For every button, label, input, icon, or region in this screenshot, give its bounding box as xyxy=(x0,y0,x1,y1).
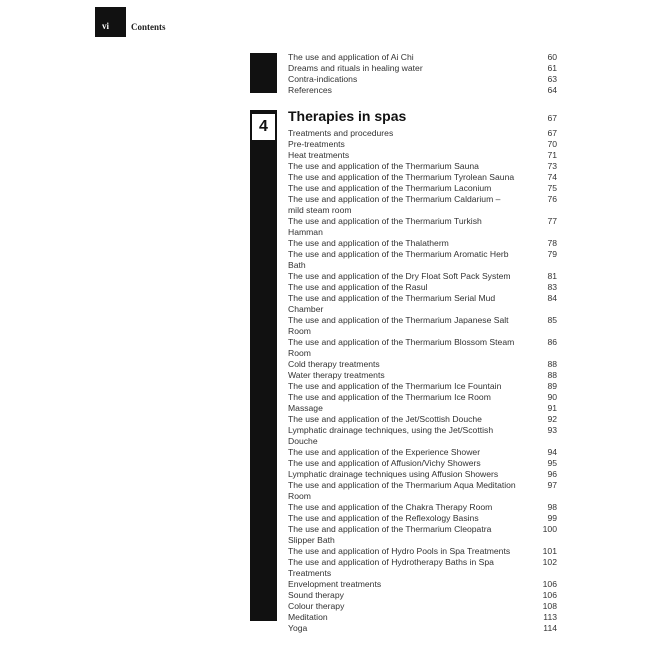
toc-entry-page: 98 xyxy=(547,502,557,512)
toc-entry[interactable] xyxy=(288,392,557,403)
chapter-title[interactable]: Therapies in spas xyxy=(288,108,407,124)
toc-entry-title: The use and application of the Reflexology Basins xyxy=(288,513,479,523)
toc-entry-title: Lymphatic drainage techniques using Affusion Showers xyxy=(288,469,499,479)
toc-entry-title: Massage xyxy=(288,403,323,413)
toc-entry-page: 90 xyxy=(547,392,557,402)
toc-entry-page: 70 xyxy=(547,139,557,149)
toc-entry[interactable] xyxy=(288,293,557,315)
toc-entry-page: 106 xyxy=(542,590,557,600)
toc-entry-page: 60 xyxy=(547,52,557,62)
toc-entry-page: 91 xyxy=(547,403,557,413)
toc-entry[interactable] xyxy=(288,63,557,74)
toc-entry-page: 74 xyxy=(547,172,557,182)
toc-entry-title: The use and application of the Thalatherm xyxy=(288,238,449,248)
chapter-number: 4 xyxy=(252,114,275,140)
toc-entry[interactable] xyxy=(288,381,557,392)
toc-entry-page: 83 xyxy=(547,282,557,292)
toc-entry[interactable] xyxy=(288,139,557,150)
toc-entry-page: 88 xyxy=(547,359,557,369)
toc-entry[interactable] xyxy=(288,502,557,513)
toc-entry-page: 93 xyxy=(547,425,557,435)
chapter-side-bar-top xyxy=(250,53,277,93)
toc-entry-title: The use and application of the Thermarium Cleopatra Slipper Bath xyxy=(288,524,492,545)
toc-entry-title: Heat treatments xyxy=(288,150,350,160)
toc-entry-title: Colour therapy xyxy=(288,601,345,611)
toc-entry-page: 73 xyxy=(547,161,557,171)
toc-entry-page: 96 xyxy=(547,469,557,479)
toc-entry-page: 101 xyxy=(542,546,557,556)
toc-entry[interactable] xyxy=(288,216,557,238)
toc-entry-title: The use and application of the Chakra Therapy Room xyxy=(288,502,493,512)
toc-entry[interactable] xyxy=(288,425,557,447)
running-head: Contents xyxy=(131,22,166,32)
toc-entry-title: The use and application of Hydro Pools in Spa Treatments xyxy=(288,546,511,556)
toc-entry[interactable] xyxy=(288,524,557,546)
toc-entry-title: The use and application of the Thermarium Sauna xyxy=(288,161,479,171)
toc-entry[interactable] xyxy=(288,579,557,590)
toc-entry[interactable] xyxy=(288,546,557,557)
toc-entry-title: Pre-treatments xyxy=(288,139,345,149)
toc-entry[interactable] xyxy=(288,74,557,85)
toc-entry-page: 106 xyxy=(542,579,557,589)
toc-entry[interactable] xyxy=(288,590,557,601)
toc-entry-title: The use and application of Hydrotherapy Baths in Spa Treatments xyxy=(288,557,494,578)
toc-entry[interactable] xyxy=(288,249,557,271)
chapter-page: 67 xyxy=(547,113,557,123)
page-number: vi xyxy=(102,21,110,31)
toc-entry-title: The use and application of the Thermarium Aromatic Herb Bath xyxy=(288,249,509,270)
toc-entry-page: 94 xyxy=(547,447,557,457)
toc-entry-title: Yoga xyxy=(288,623,308,633)
toc-entry-page: 92 xyxy=(547,414,557,424)
toc-entry-title: The use and application of the Dry Float Soft Pack System xyxy=(288,271,511,281)
toc-entry-title: The use and application of the Rasul xyxy=(288,282,428,292)
toc-entry-title: Water therapy treatments xyxy=(288,370,385,380)
toc-entry[interactable] xyxy=(288,403,557,414)
toc-entry[interactable] xyxy=(288,612,557,623)
toc-entry-title: The use and application of Affusion/Vichy Showers xyxy=(288,458,481,468)
toc-list-chapter-4 xyxy=(288,128,557,634)
toc-entry[interactable] xyxy=(288,128,557,139)
chapter-side-bar xyxy=(250,110,277,621)
toc-entry-title: Lymphatic drainage techniques, using the Jet/Scottish Douche xyxy=(288,425,494,446)
toc-entry-title: Envelopment treatments xyxy=(288,579,382,589)
toc-entry[interactable] xyxy=(288,601,557,612)
toc-entry-title: The use and application of the Thermarium Aqua Meditation Room xyxy=(288,480,516,501)
toc-entry-page: 61 xyxy=(547,63,557,73)
toc-entry[interactable] xyxy=(288,315,557,337)
toc-entry-title: Contra-indications xyxy=(288,74,358,84)
toc-entry-title: The use and application of the Thermarium Blossom Steam Room xyxy=(288,337,515,358)
toc-list-top xyxy=(288,52,557,96)
toc-entry[interactable] xyxy=(288,85,557,96)
toc-entry-page: 77 xyxy=(547,216,557,226)
toc-entry-page: 99 xyxy=(547,513,557,523)
toc-entry[interactable] xyxy=(288,557,557,579)
toc-entry-page: 79 xyxy=(547,249,557,259)
toc-entry-page: 88 xyxy=(547,370,557,380)
toc-entry-title: The use and application of the Experience Shower xyxy=(288,447,481,457)
toc-entry-page: 86 xyxy=(547,337,557,347)
toc-entry-title: The use and application of the Thermarium Tyrolean Sauna xyxy=(288,172,515,182)
toc-entry[interactable] xyxy=(288,183,557,194)
toc-entry[interactable] xyxy=(288,480,557,502)
toc-entry[interactable] xyxy=(288,150,557,161)
toc-entry[interactable] xyxy=(288,458,557,469)
toc-entry[interactable] xyxy=(288,238,557,249)
toc-entry-page: 89 xyxy=(547,381,557,391)
toc-entry-page: 63 xyxy=(547,74,557,84)
toc-entry[interactable] xyxy=(288,282,557,293)
toc-entry[interactable] xyxy=(288,337,557,359)
toc-entry[interactable] xyxy=(288,370,557,381)
toc-entry-title: Cold therapy treatments xyxy=(288,359,380,369)
toc-entry-page: 95 xyxy=(547,458,557,468)
toc-entry-page: 102 xyxy=(542,557,557,567)
toc-entry-page: 97 xyxy=(547,480,557,490)
toc-entry-title: The use and application of the Thermarium Laconium xyxy=(288,183,492,193)
toc-entry-page: 78 xyxy=(547,238,557,248)
toc-entry-page: 75 xyxy=(547,183,557,193)
toc-entry[interactable] xyxy=(288,623,557,634)
toc-entry-title: The use and application of Ai Chi xyxy=(288,52,414,62)
toc-entry-title: The use and application of the Jet/Scottish Douche xyxy=(288,414,482,424)
toc-entry-title: The use and application of the Thermarium Caldarium – mild steam room xyxy=(288,194,501,215)
toc-entry[interactable] xyxy=(288,172,557,183)
toc-entry-title: The use and application of the Thermarium Japanese Salt Room xyxy=(288,315,509,336)
toc-entry[interactable] xyxy=(288,194,557,216)
toc-entry[interactable] xyxy=(288,161,557,172)
toc-entry-page: 64 xyxy=(547,85,557,95)
page-number-tab xyxy=(95,7,126,37)
toc-entry-title: References xyxy=(288,85,332,95)
toc-entry-page: 108 xyxy=(542,601,557,611)
toc-entry-page: 85 xyxy=(547,315,557,325)
toc-entry[interactable] xyxy=(288,414,557,425)
toc-entry[interactable] xyxy=(288,359,557,370)
toc-entry[interactable] xyxy=(288,513,557,524)
toc-entry-title: Treatments and procedures xyxy=(288,128,394,138)
toc-entry[interactable] xyxy=(288,447,557,458)
toc-entry-title: Sound therapy xyxy=(288,590,344,600)
toc-entry-title: The use and application of the Thermarium Ice Fountain xyxy=(288,381,502,391)
toc-entry-page: 71 xyxy=(547,150,557,160)
toc-entry-page: 76 xyxy=(547,194,557,204)
toc-entry-title: The use and application of the Thermarium Ice Room xyxy=(288,392,491,402)
toc-entry-page: 114 xyxy=(543,623,557,633)
toc-entry-title: The use and application of the Thermarium Turkish Hamman xyxy=(288,216,482,237)
toc-entry[interactable] xyxy=(288,271,557,282)
toc-entry-title: The use and application of the Thermarium Serial Mud Chamber xyxy=(288,293,496,314)
toc-entry[interactable] xyxy=(288,52,557,63)
toc-entry-page: 113 xyxy=(543,612,557,622)
toc-entry-title: Dreams and rituals in healing water xyxy=(288,63,423,73)
toc-entry-page: 84 xyxy=(547,293,557,303)
toc-entry-page: 67 xyxy=(547,128,557,138)
toc-entry-title: Meditation xyxy=(288,612,328,622)
toc-entry-page: 100 xyxy=(542,524,557,534)
toc-entry-page: 81 xyxy=(547,271,557,281)
toc-entry[interactable] xyxy=(288,469,557,480)
